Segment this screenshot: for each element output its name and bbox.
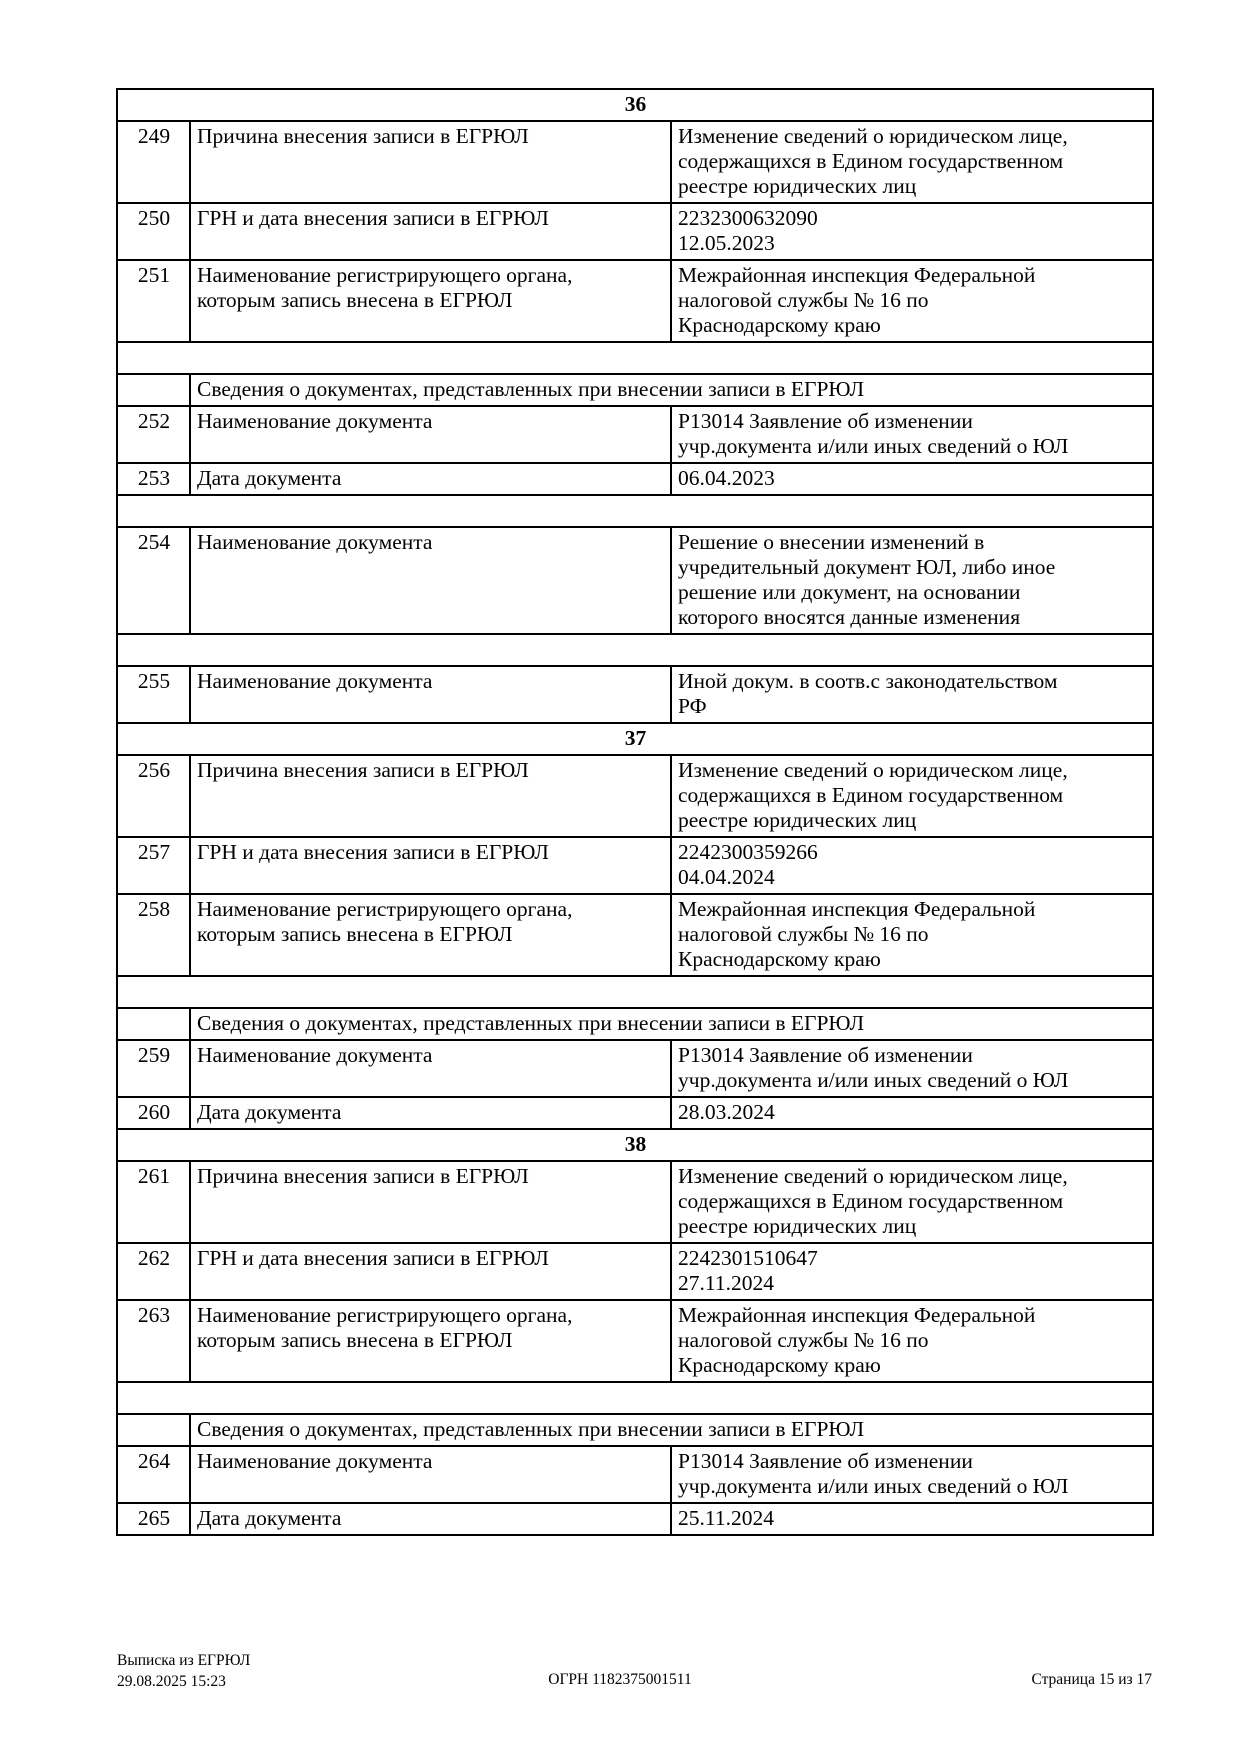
text-line: содержащихся в Едином государственном [678, 1189, 1064, 1213]
row-number-cell: 256 [117, 755, 190, 837]
row-number-cell: 264 [117, 1446, 190, 1503]
text-line: Краснодарскому краю [678, 1353, 881, 1377]
record-field-row [117, 260, 1153, 342]
documents-subheader-row [117, 1008, 1153, 1040]
record-field-row [117, 527, 1153, 634]
text-line: Краснодарскому краю [678, 947, 881, 971]
text-line: которым запись внесена в ЕГРЮЛ [197, 922, 513, 946]
text-line: 2242300359266 [678, 840, 818, 864]
row-number-cell-empty [117, 1414, 190, 1446]
text-line: реестре юридических лиц [678, 174, 917, 198]
row-number-cell: 252 [117, 406, 190, 463]
field-label-cell: Наименование документа [190, 527, 671, 634]
row-number-cell: 251 [117, 260, 190, 342]
field-value-cell [671, 1040, 1153, 1097]
text-line: налоговой службы № 16 по [678, 922, 929, 946]
text-line: 2242301510647 [678, 1246, 818, 1270]
field-label-cell: ГРН и дата внесения записи в ЕГРЮЛ [190, 1243, 671, 1300]
footer-doc-type: Выписка из ЕГРЮЛ [117, 1652, 251, 1669]
row-number-cell: 262 [117, 1243, 190, 1300]
field-label-cell [190, 1300, 671, 1382]
text-line: учредительный документ ЮЛ, либо иное [678, 555, 1056, 579]
footer-ogrn: ОГРН 1182375001511 [548, 1671, 692, 1688]
record-field-row [117, 406, 1153, 463]
field-label-cell: Причина внесения записи в ЕГРЮЛ [190, 1161, 671, 1243]
documents-subheader: Сведения о документах, представленных при внесении записи в ЕГРЮЛ [190, 374, 1153, 406]
field-value-cell [671, 260, 1153, 342]
record-field-row [117, 203, 1153, 260]
documents-subheader-row [117, 374, 1153, 406]
text-line: которого вносятся данные изменения [678, 605, 1021, 629]
text-line: Наименование регистрирующего органа, [197, 1303, 573, 1327]
field-label-cell: Наименование документа [190, 666, 671, 723]
record-group-header-row [117, 723, 1153, 755]
field-label-cell [190, 260, 671, 342]
field-value-cell [671, 1446, 1153, 1503]
text-line: 12.05.2023 [678, 231, 775, 255]
record-field-row [117, 837, 1153, 894]
row-number-cell: 261 [117, 1161, 190, 1243]
field-value-cell [671, 837, 1153, 894]
record-field-row [117, 666, 1153, 723]
text-line: Р13014 Заявление об изменении [678, 1449, 973, 1473]
field-value-cell [671, 121, 1153, 203]
row-number-cell: 249 [117, 121, 190, 203]
record-field-row [117, 1300, 1153, 1382]
field-value-cell [671, 1300, 1153, 1382]
field-label-cell: Причина внесения записи в ЕГРЮЛ [190, 755, 671, 837]
text-line: учр.документа и/или иных сведений о ЮЛ [678, 1474, 1069, 1498]
field-value-cell [671, 1161, 1153, 1243]
field-value-cell [671, 406, 1153, 463]
field-label-cell: Дата документа [190, 1503, 671, 1535]
text-line: Межрайонная инспекция Федеральной [678, 263, 1036, 287]
text-line: Изменение сведений о юридическом лице, [678, 758, 1068, 782]
field-label-cell: Причина внесения записи в ЕГРЮЛ [190, 121, 671, 203]
row-number-cell: 263 [117, 1300, 190, 1382]
spacer-cell [117, 976, 1153, 1008]
field-value-cell: 06.04.2023 [671, 463, 1153, 495]
field-label-cell: ГРН и дата внесения записи в ЕГРЮЛ [190, 837, 671, 894]
footer-generated-datetime: 29.08.2025 15:23 [117, 1673, 226, 1690]
row-number-cell: 260 [117, 1097, 190, 1129]
record-group-header-row [117, 89, 1153, 121]
text-line: Р13014 Заявление об изменении [678, 409, 973, 433]
text-line: учр.документа и/или иных сведений о ЮЛ [678, 1068, 1069, 1092]
documents-subheader: Сведения о документах, представленных при внесении записи в ЕГРЮЛ [190, 1414, 1153, 1446]
record-group-number: 36 [117, 89, 1153, 121]
egrul-records-table [116, 88, 1154, 1536]
spacer-row [117, 634, 1153, 666]
row-number-cell: 255 [117, 666, 190, 723]
text-line: 2232300632090 [678, 206, 818, 230]
row-number-cell: 250 [117, 203, 190, 260]
text-line: содержащихся в Едином государственном [678, 783, 1064, 807]
row-number-cell-empty [117, 1008, 190, 1040]
text-line: Наименование регистрирующего органа, [197, 263, 573, 287]
row-number-cell: 253 [117, 463, 190, 495]
field-value-cell [671, 755, 1153, 837]
record-field-row [117, 121, 1153, 203]
field-label-cell: Наименование документа [190, 406, 671, 463]
text-line: Краснодарскому краю [678, 313, 881, 337]
spacer-cell [117, 1382, 1153, 1414]
text-line: которым запись внесена в ЕГРЮЛ [197, 288, 513, 312]
record-field-row [117, 1097, 1153, 1129]
field-label-cell: Наименование документа [190, 1040, 671, 1097]
text-line: налоговой службы № 16 по [678, 1328, 929, 1352]
egrul-table-body [117, 89, 1153, 1535]
row-number-cell-empty [117, 374, 190, 406]
field-label-cell: ГРН и дата внесения записи в ЕГРЮЛ [190, 203, 671, 260]
text-line: Р13014 Заявление об изменении [678, 1043, 973, 1067]
record-group-number: 37 [117, 723, 1153, 755]
text-line: Изменение сведений о юридическом лице, [678, 1164, 1068, 1188]
text-line: реестре юридических лиц [678, 808, 917, 832]
spacer-row [117, 1382, 1153, 1414]
documents-subheader-row [117, 1414, 1153, 1446]
text-line: Межрайонная инспекция Федеральной [678, 1303, 1036, 1327]
text-line: Решение о внесении изменений в [678, 530, 985, 554]
row-number-cell: 258 [117, 894, 190, 976]
spacer-row [117, 342, 1153, 374]
text-line: реестре юридических лиц [678, 1214, 917, 1238]
text-line: содержащихся в Едином государственном [678, 149, 1064, 173]
text-line: 27.11.2024 [678, 1271, 774, 1295]
spacer-cell [117, 495, 1153, 527]
row-number-cell: 257 [117, 837, 190, 894]
spacer-row [117, 495, 1153, 527]
field-value-cell [671, 666, 1153, 723]
field-label-cell: Дата документа [190, 1097, 671, 1129]
field-value-cell [671, 1243, 1153, 1300]
spacer-cell [117, 634, 1153, 666]
field-value-cell [671, 527, 1153, 634]
spacer-row [117, 976, 1153, 1008]
text-line: РФ [678, 694, 707, 718]
row-number-cell: 259 [117, 1040, 190, 1097]
field-label-cell: Наименование документа [190, 1446, 671, 1503]
record-group-number: 38 [117, 1129, 1153, 1161]
text-line: Изменение сведений о юридическом лице, [678, 124, 1068, 148]
record-field-row [117, 463, 1153, 495]
record-field-row [117, 1040, 1153, 1097]
text-line: 04.04.2024 [678, 865, 775, 889]
footer-page-indicator: Страница 15 из 17 [1031, 1671, 1152, 1688]
spacer-cell [117, 342, 1153, 374]
text-line: Наименование регистрирующего органа, [197, 897, 573, 921]
text-line: Иной докум. в соотв.с законодательством [678, 669, 1058, 693]
text-line: налоговой службы № 16 по [678, 288, 929, 312]
record-group-header-row [117, 1129, 1153, 1161]
text-line: которым запись внесена в ЕГРЮЛ [197, 1328, 513, 1352]
text-line: Межрайонная инспекция Федеральной [678, 897, 1036, 921]
record-field-row [117, 1161, 1153, 1243]
field-value-cell: 25.11.2024 [671, 1503, 1153, 1535]
record-field-row [117, 1243, 1153, 1300]
row-number-cell: 254 [117, 527, 190, 634]
field-value-cell [671, 203, 1153, 260]
record-field-row [117, 894, 1153, 976]
record-field-row [117, 1503, 1153, 1535]
field-label-cell [190, 894, 671, 976]
record-field-row [117, 755, 1153, 837]
documents-subheader: Сведения о документах, представленных при внесении записи в ЕГРЮЛ [190, 1008, 1153, 1040]
field-label-cell: Дата документа [190, 463, 671, 495]
row-number-cell: 265 [117, 1503, 190, 1535]
record-field-row [117, 1446, 1153, 1503]
field-value-cell: 28.03.2024 [671, 1097, 1153, 1129]
text-line: учр.документа и/или иных сведений о ЮЛ [678, 434, 1069, 458]
field-value-cell [671, 894, 1153, 976]
text-line: решение или документ, на основании [678, 580, 1021, 604]
